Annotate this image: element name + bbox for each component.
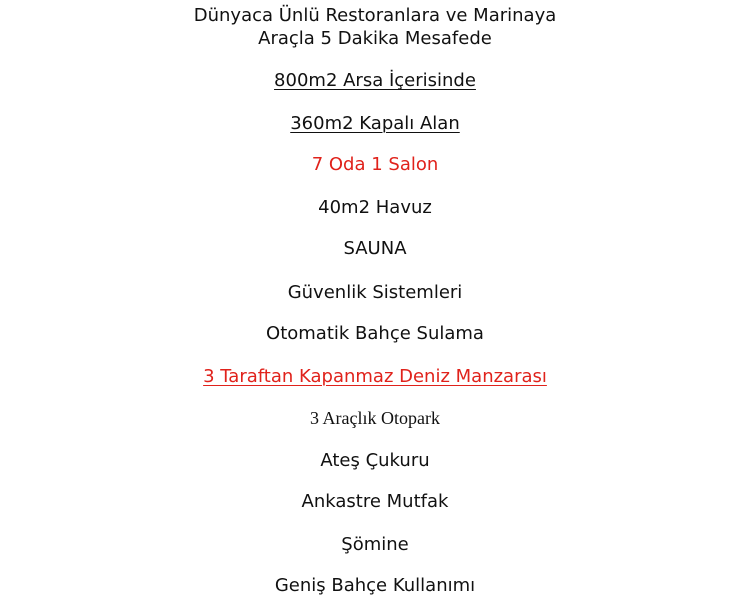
feature-rooms: 7 Oda 1 Salon — [311, 154, 439, 175]
feature-kitchen: Ankastre Mutfak — [301, 491, 449, 512]
feature-irrigation: Otomatik Bahçe Sulama — [266, 323, 484, 344]
feature-pool: 40m2 Havuz — [318, 197, 432, 218]
feature-garden: Geniş Bahçe Kullanımı — [274, 575, 476, 596]
feature-land-area: 800m2 Arsa İçerisinde — [274, 70, 476, 91]
feature-fireplace: Şömine — [341, 534, 409, 555]
headline-line-1: Dünyaca Ünlü Restoranlara ve Marinaya — [193, 5, 557, 26]
feature-sea-view: 3 Taraftan Kapanmaz Deniz Manzarası — [203, 366, 547, 387]
feature-security: Güvenlik Sistemleri — [287, 282, 463, 303]
feature-parking: 3 Araçlık Otopark — [310, 408, 440, 428]
feature-sauna: SAUNA — [343, 238, 407, 259]
feature-fire-pit: Ateş Çukuru — [320, 450, 430, 471]
feature-closed-area: 360m2 Kapalı Alan — [290, 113, 460, 134]
headline-line-2: Araçla 5 Dakika Mesafede — [258, 28, 492, 49]
